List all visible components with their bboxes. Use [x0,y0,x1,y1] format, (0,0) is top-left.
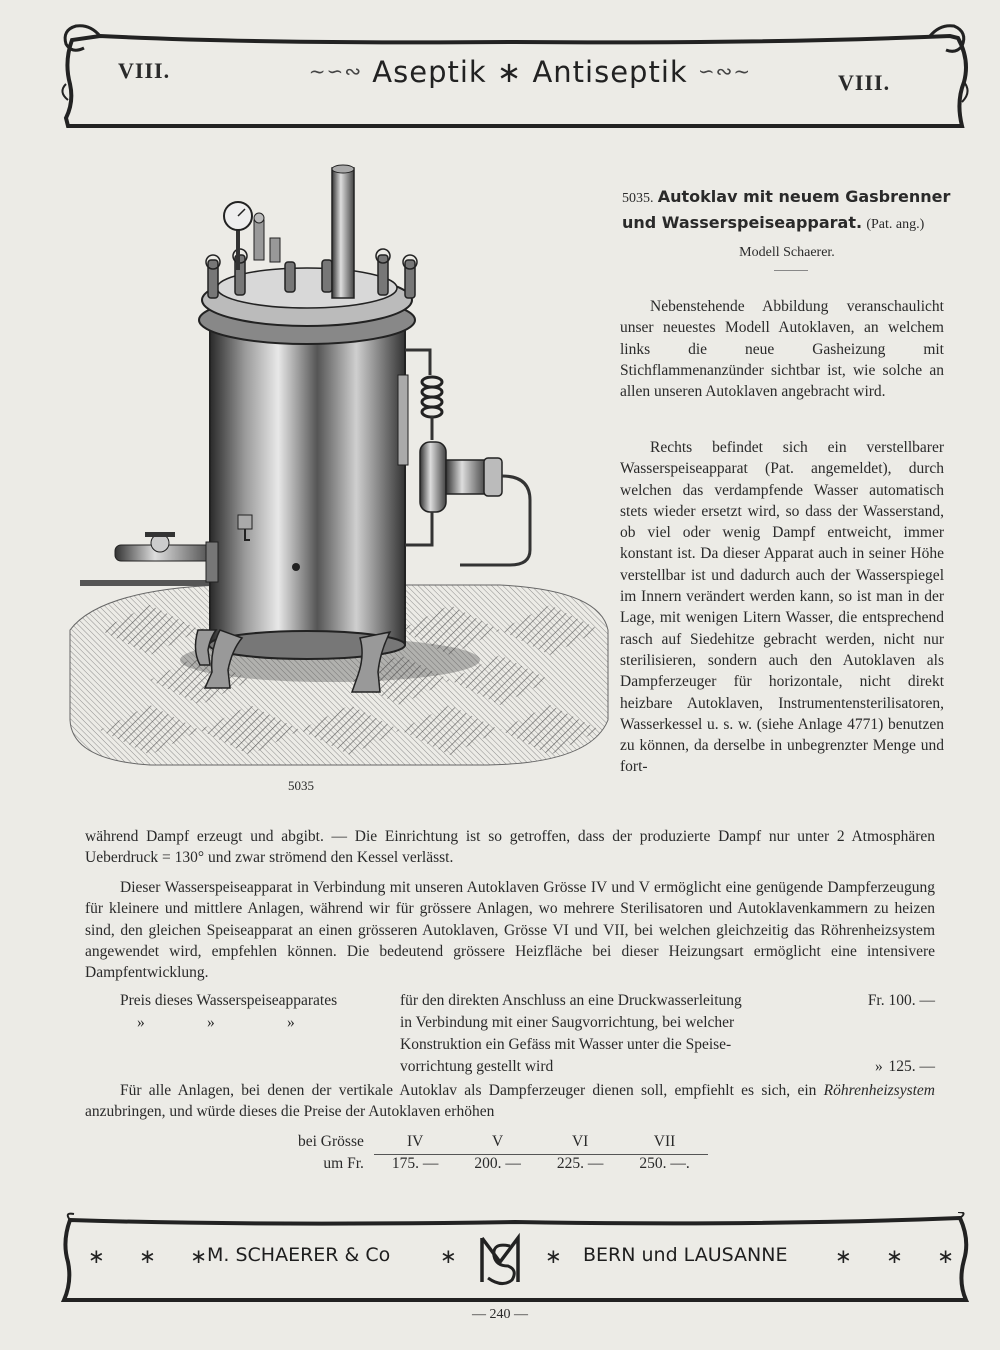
table-row [280,1133,708,1154]
price-description: Konstruktion ein Gefäss mit Wasser unter die Speise- [400,1036,732,1053]
footer-stars-left: ∗ ∗ ∗ [88,1244,221,1268]
price-row-suction-cont [85,1036,935,1058]
price-description: vorrichtung gestellt wird [400,1058,554,1075]
svg-text:MS: MS [500,1262,502,1263]
product-title-line2: und Wasserspeiseapparat. [622,213,863,232]
price-description: in Verbindung mit einer Saugvorrichtung, bei welcher [400,1014,735,1031]
autoclave-illustration [60,160,615,770]
size-cell: V [492,1133,504,1150]
flourish-right: ∽∾~ [697,59,752,83]
price-row-direct [85,992,935,1014]
table-row [280,1154,708,1176]
ditto-mark: » [137,1014,145,1031]
size-cell: IV [406,1133,424,1150]
footer-stars-right: ∗ ∗ ∗ [835,1244,968,1268]
product-title-line1: Autoklav mit neuem Gasbrenner [657,187,951,206]
footer-star: ∗ [440,1244,471,1268]
page-number: — 240 — [472,1307,528,1322]
price-description: für den direkten Anschluss an eine Druckwasserleitung [400,992,742,1009]
price-cell: 175. — [374,1154,457,1176]
figure-number: 5035 [288,778,314,793]
body-paragraph-4 [85,1080,935,1123]
body-paragraph-3: Dieser Wasserspeiseapparat in Verbindung mit unseren Autoklaven Grösse IV und V ermöglicht eine genügende Dampferzeugung für kleinere und mittlere Anlagen, während wir für grössere Anlagen, wo mehrere Sterilisatoren und Autoklavenkammern zu heizen sind, den gleichen Speiseapparat an einen grösseren Autoklaven, Grösse VI und VII, bei welchen gleichzeitig das Röhrenheizsystem angewendet wird, empfehlen können. Die bedeutend grössere Heizfläche bei dieser Heizungsart ermöglicht eine intensivere Dampfentwicklung. [85,879,935,982]
page-title [300,55,760,89]
size-cell: VII [653,1133,676,1150]
body-paragraph-4-emphasis: Röhrenheizsystem [823,1082,935,1099]
price-cell: 225. — [539,1154,622,1176]
product-number: 5035. [622,191,654,206]
model-name: Modell Schaerer. [739,245,835,260]
ditto-mark: » [875,1058,883,1075]
price-label: um Fr. [323,1154,364,1172]
price-row-suction-end [85,1058,935,1080]
company-name: M. SCHAERER & Co [207,1244,391,1266]
section-number-left: VIII. [118,58,171,83]
flourish-left: ~∽∾ [308,59,363,83]
price-cell: 200. — [456,1154,539,1176]
size-cell: VI [571,1133,589,1150]
size-label: bei Grösse [298,1133,364,1150]
price-value: Fr. 100. — [867,992,935,1009]
patent-note: (Pat. ang.) [866,217,925,232]
company-cities: BERN und LAUSANNE [583,1244,788,1266]
product-title [622,185,952,237]
body-paragraph-4-post: anzubringen, und würde dieses die Preise der Autoklaven erhöhen [85,1103,495,1121]
body-paragraph-1: Nebenstehende Abbildung veranschaulicht unser neuestes Modell Autoklaven, an welchem links die neue Gasheizung mit Stichflammenanzünder sichtbar ist, wie solche an allen unseren Autoklaven angebracht wird. [620,298,944,401]
section-number-right: VIII. [838,70,891,95]
price-row-suction [85,1014,935,1036]
company-monogram-logo [472,1232,528,1290]
price-value: 125. — [888,1058,935,1075]
body-paragraph-2-continued: während Dampf erzeugt und abgibt. — Die Einrichtung ist so getroffen, dass der produzierte Dampf nur unter 2 Atmosphären Ueberdruck = 130° und zwar strömend den Kessel verlässt. [85,828,935,867]
body-paragraph-4-pre: Für alle Anlagen, bei denen der vertikale Autoklav als Dampferzeuger dienen soll, empfiehlt es sich, ein [120,1082,824,1099]
footer-star: ∗ [545,1244,576,1268]
divider [774,270,808,271]
price-cell: 250. —. [621,1154,707,1176]
price-label: Preis dieses Wasserspeiseapparates [120,992,338,1009]
ditto-mark: » [207,1014,215,1031]
body-paragraph-2: Rechts befindet sich ein verstellbarer Wasserspeiseapparat (Pat. angemeldet), durch welchen das verdampfende Wasser automatisch stets wieder ersetzt wird, so dass der Wasserstand, ob viel oder wenig Dampf entweicht, immer konstant ist. Da dieser Apparat auch in seiner Höhe verstellbar ist und dadurch auch der Wasserspiegel im Innern verändert werden kann, so ist man in der Lage, mit wenigen Litern Wasser, die entsprechend rasch auf Siedehitze gebracht werden, nicht nur sterilisieren, sondern auch den Autoklaven als Dampferzeuger für horizontale, nicht direkt heizbare Autoklaven, Instrumentensterilisatoren, Wasserkessel u. s. w. (siehe Anlage 4771) benutzen zu können, da derselbe in unbegrenzter Menge und fort- [620,439,944,776]
size-price-table [280,1133,708,1176]
ditto-mark: » [287,1014,295,1031]
page-title-text: Aseptik ∗ Antiseptik [372,55,688,89]
